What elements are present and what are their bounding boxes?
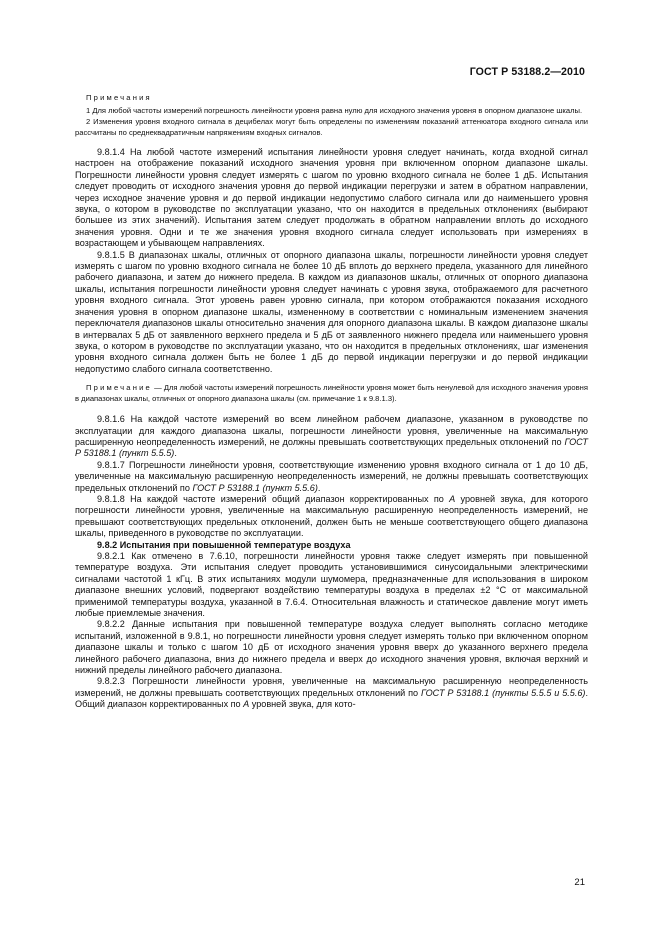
notes-block bbox=[75, 92, 588, 138]
paragraph-text: 9.8.2.3 Погрешности линейности уровня, увеличенные на максимальную расширенную неопределенность измерений, не должны превышать соответствующих предельных отклонений по bbox=[75, 676, 588, 698]
paragraph-9-8-2-3 bbox=[75, 676, 588, 710]
paragraph-text: . bbox=[317, 482, 321, 493]
standard-reference: ГОСТ Р 53188.1 bbox=[420, 687, 490, 698]
standard-header: ГОСТ Р 53188.2—2010 bbox=[469, 66, 585, 78]
note-item: 1 Для любой частоты измерений погрешность линейности уровня равна нулю для исходного значения уровня в опорном диапазоне шкалы. bbox=[86, 106, 583, 115]
paragraph-text: уровней звука, для которого погрешности линейности уровня, увеличенные на максимальную расширенную неопределенность измерений, не превышают соответствующих предельных отклонений, должен быть не меньше соответствующего общего диапазона шкалы, приведенного в руководстве по эксплуатации. bbox=[75, 493, 588, 539]
paragraph-text: 9.8.1.7 Погрешности линейности уровня, соответствующие изменению уровня входного сигнала от 1 до 10 дБ, увеличенные на максимальную расширенную неопределенность измерений, не должны превышать соответствующих предельных отклонений по bbox=[75, 459, 588, 493]
paragraph-9-8-1-8 bbox=[75, 494, 588, 540]
section-heading-text: 9.8.2 Испытания при повышенной температуре воздуха bbox=[97, 539, 351, 550]
paragraph-text: 9.8.1.6 На каждой частоте измерений во всем линейном рабочем диапазоне, указанном в руководстве по эксплуатации для каждого диапазона шкалы, погрешности линейности уровня, увеличенные на максимальную расширенную неопределенность измерений, не должны превышать соответствующих предельных отклонений по bbox=[75, 414, 588, 447]
standard-reference: ГОСТ Р 53188.1 bbox=[192, 482, 260, 493]
note-single bbox=[75, 382, 588, 404]
section-heading-9-8-2 bbox=[75, 540, 588, 551]
clause-reference: (пункты 5.5.5 и 5.5.6) bbox=[492, 687, 586, 698]
note-item: 2 Изменения уровня входного сигнала в децибелах могут быть определены по изменениям показаний аттенюатора входного сигнала или рассчитаны по среднеквадратичным напряжениям входных сигналов. bbox=[75, 117, 588, 137]
page-number: 21 bbox=[574, 877, 585, 888]
paragraph-9-8-2-2: 9.8.2.2 Данные испытания при повышенной температуре воздуха следует выполнять согласно методике испытаний, изложенной в 9.8.1, но погрешности линейности уровня следует измерять только при включенном опорном диапазоне шкалы и только с шагом 10 дБ от исходного значения уровня вверх до указанного верхнего предела линейного рабочего диапазона, вниз до нижнего предела и вверх до исходного значения уровня, включая верхний и нижний пределы линейного рабочего диапазона. bbox=[75, 619, 588, 676]
note-text: — Для любой частоты измерений погрешность линейности уровня может быть ненулевой для исходного значения уровня в диапазонах шкалы, отличных от опорного диапазона шкалы (см. примечание 1 к 9.8.1.3). bbox=[75, 383, 588, 404]
paragraph-9-8-1-4: 9.8.1.4 На любой частоте измерений испытания линейности уровня следует начинать, когда входной сигнал настроен на отображение показаний исходного значения уровня при включенном опорном диапазоне шкалы. Погрешности линейности уровня следует измерять с шагом по уровню входного сигнала не более 1 дБ. Испытания следует проводить от исходного значения уровня до первой индикации перегрузки и затем в обратном направлении, через исходное значение уровня и до первой индикации недопустимо слабого сигнала или до наименьшего уровня звука, о котором в руководстве по эксплуатации указано, что он находится в предельных отклонениях (выбирают большее из этих значений). Испытания затем следует продолжать в обратном направлении вплоть до исходного значения уровня. Одни и те же значения уровня входного сигнала следует использовать при измерениях в возрастающем и убывающем направлениях. bbox=[75, 147, 588, 249]
weighting-letter: А bbox=[243, 699, 250, 710]
paragraph-9-8-1-7 bbox=[75, 460, 588, 494]
paragraph-text: . Общий диапазон корректированных по bbox=[75, 687, 588, 710]
paragraph-text: 9.8.1.8 На каждой частоте измерений общий диапазон корректированных по bbox=[97, 493, 450, 504]
weighting-letter: А bbox=[449, 493, 456, 504]
paragraph-text: . bbox=[174, 448, 177, 459]
note-lead: Примечание bbox=[86, 383, 152, 393]
document-body bbox=[75, 92, 588, 711]
clause-reference: (пункт 5.5.6) bbox=[262, 482, 318, 493]
paragraph-9-8-1-5: 9.8.1.5 В диапазонах шкалы, отличных от опорного диапазона шкалы, погрешности линейности уровня следует измерять с шагом по уровню входного сигнала не более 10 дБ вплоть до верхнего предела, указанного для линейного рабочего диапазона, и затем до нижнего предела. В каждом из диапазонов шкалы, отличных от опорного диапазона шкалы, испытания погрешности линейности уровня следует начинать с уровня звука, отображаемого для расчетного уровня входного сигнала. Этот уровень равен уровню сигнала, при котором отображаются показания исходного значения уровня в опорном диапазоне шкалы, измененному в соответствии с номинальным изменением значения переключателя диапазонов шкалы относительно значения для опорного диапазона шкалы. В каждом диапазоне шкалы в интервалах 5 дБ от заявленного верхнего предела и 5 дБ от заявленного нижнего предела или наименьшего уровня звука, о котором в руководстве по эксплуатации указано, что он находится в предельных отклонениях, шаг изменения уровня входного сигнала должен быть не более 1 дБ до первой индикации перегрузки и до первой индикации недопустимо слабого сигнала соответственно. bbox=[75, 249, 588, 374]
paragraph-text: уровней звука, для кото- bbox=[249, 699, 356, 710]
paragraph-9-8-2-1: 9.8.2.1 Как отмечено в 7.6.10, погрешности линейности уровня также следует измерять при повышенной температуре воздуха. Эти испытания следует проводить установившимися синусоидальными электрическими сигналами частотой 1 кГц. В этих испытаниях модули шумомера, предназначенные для использования в широком диапазоне внешних условий, подвергают воздействию температуры воздуха в пределах ±2 °С от максимальной применимой температуры воздуха, указанной в 7.6.4. Относительная влажность и статическое давление могут иметь любые приемлемые значения. bbox=[75, 551, 588, 619]
notes-heading: Примечания bbox=[86, 93, 152, 102]
clause-reference: (пункт 5.5.5) bbox=[119, 448, 175, 459]
paragraph-9-8-1-6 bbox=[75, 414, 588, 460]
standard-reference: ГОСТ Р 53188.1 bbox=[75, 436, 588, 459]
